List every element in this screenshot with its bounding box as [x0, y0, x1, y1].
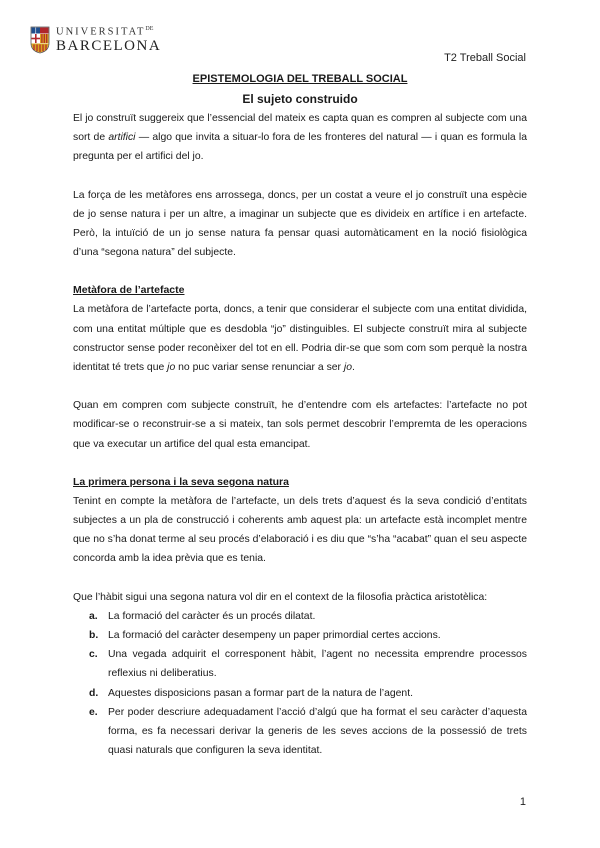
section1-paragraph-2: Quan em compren com subjecte construït, he d’entendre com els artefactes: l’artefacte no pot modificar-se o reconstruir-se a si mateix, tan sols permet descobrir l’empremta de les operacions que va executar un artifice del qual esta emancipat. — [73, 400, 527, 450]
section1-paragraph-1: La metàfora de l’artefacte porta, doncs, a tenir que considerar el subjecte com una entitat dividida, com una entitat múltiple que es desdobla “jo” distinguibles. El subjecte construït mira al subjecte constructor sense poder reconèixer del tot en ell. Podria dir-se que som com som perquè la nostra identitat té trets que jo no puc variar sense renunciar a ser jo. — [73, 304, 527, 374]
list-item: b. La formació del caràcter desempeny un paper primordial certes accions. — [89, 630, 441, 642]
list-item: e. Per poder descriure adequadament l’acció d’algú que ha format el seu caràcter d’aquesta forma, es fa necessari derivar la generis de les seves accions de la possessió de trets quasi naturals que configuren la seva identitat. — [89, 706, 527, 757]
list-item: c. Una vegada adquirit el corresponent hàbit, l’agent no necessita emprendre processos reflexius ni deliberatius. — [89, 649, 527, 680]
document-subtitle: El sujeto construido — [242, 92, 358, 106]
header-course-label: T2 Treball Social — [444, 52, 526, 64]
list-item: d. Aquestes disposicions pasan a formar part de la natura de l’agent. — [89, 687, 413, 699]
list-item: a. La formació del caràcter és un procés dilatat. — [89, 610, 316, 622]
page-number: 1 — [519, 796, 526, 808]
logo-barcelona-text: BARCELONA — [56, 38, 162, 54]
section2-paragraph-1: Tenint en compte la metàfora de l’artefacte, un dels trets d’aquest és la seva condició d’entitats subjectes a un pla de construcció i coherents amb aquest pla: un artefacte està incomplet mentre que no s’ha donat terme al seu procés d’elaboració i es diu que “s’ha “acabat” quan el seu aspecte concorda amb la idea prèvia que es tenia. — [73, 495, 528, 565]
logo-de-text: DE — [145, 26, 154, 32]
document-title: EPISTEMOLOGIA DEL TREBALL SOCIAL — [192, 73, 408, 85]
document-body — [73, 70, 527, 760]
intro-paragraph-1: El jo construït suggereix que l’essencial del mateix es capta quan es compren al subjecte com una sort de artifici — algo que invita a situar-lo fora de les fronteres del natural — i quan es formula la pregunta per el artifici del jo. — [73, 113, 527, 163]
section-heading-artefact: Metàfora de l’artefacte — [73, 284, 185, 297]
section-heading-first-person: La primera persona i la seva segona natura — [73, 475, 289, 488]
logo-university-text: $UNIVERSITAT^{DE}$ — [56, 26, 154, 38]
section2-paragraph-2: Que l’hàbit sigui una segona natura vol dir en el context de la filosofia pràctica aristotèlica: — [73, 591, 488, 603]
university-shield-icon — [30, 26, 50, 54]
aristotelian-habit-list — [73, 607, 527, 761]
logo-wordmark — [56, 26, 161, 54]
intro-paragraph-2: La força de les metàfores ens arrossega, doncs, per un costat a veure el jo construït una espècie de jo sense natura i per un altre, a imaginar un subjecte que es divideix en artífice i en artefacte. Però, la intuïció de un jo sense natura fa pensar quasi automàticament en la noció fisiològica d’una “segona natura” del subjecte. — [73, 189, 527, 259]
university-logo — [30, 26, 161, 54]
